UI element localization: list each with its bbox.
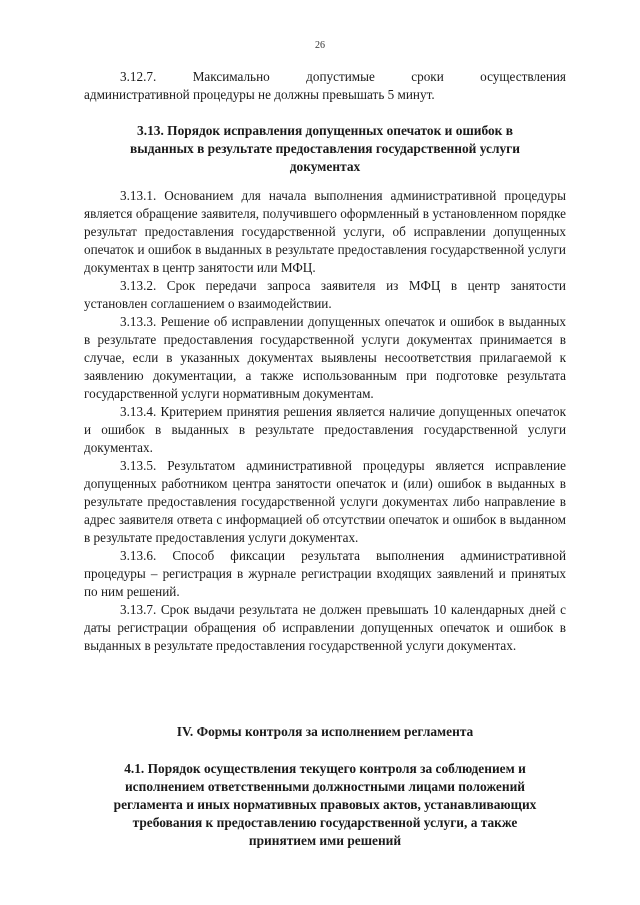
paragraph-3-12-7 [84,68,566,104]
section-heading-4-1-line-1: 4.1. Порядок осуществления текущего контроля за соблюдением и [124,761,526,776]
paragraph-3-12-7-line-1: 3.12.7. Максимально допустимые сроки осуществления [120,69,566,84]
paragraph-3-13-7: 3.13.7. Срок выдачи результата не должен превышать 10 календарных дней с даты регистрации обращения об исправлении допущенных опечаток и ошибок в выданных в результате предоставления государственной услуги документах. [84,602,566,653]
section-heading-4-1-line-5: принятием ими решений [248,833,402,848]
paragraph-3-13-1: 3.13.1. Основанием для начала выполнения административной процедуры является обращение заявителя, получившего оформленный в установленном порядке результат предоставления государственной услуги, об исправлении допущенных опечаток и ошибок в выданных в результате предоставления государственной услуги документах в центр занятости или МФЦ. [84,188,566,275]
section-3-13-body [84,187,566,655]
section-heading-4-1 [84,760,566,850]
paragraph-3-13-2: 3.13.2. Срок передачи запроса заявителя из МФЦ в центр занятости установлен соглашением о взаимодействии. [84,278,566,311]
section-heading-3-13-line-2: выданных в результате предоставления государственной услуги [130,141,520,156]
section-heading-4-1-line-3: регламента и иных нормативных правовых актов, устанавливающих [113,797,537,812]
chapter-heading-iv-text: IV. Формы контроля за исполнением регламента [176,724,474,739]
section-heading-4-1-line-2: исполнением ответственными должностными лицами положений [124,779,526,794]
paragraph-3-12-7-line-2: административной процедуры не должны превышать 5 минут. [84,87,435,102]
section-heading-3-13-line-3: документах [289,159,361,174]
paragraph-3-13-3: 3.13.3. Решение об исправлении допущенных опечаток и ошибок в выданных в результате предоставления государственной услуги документах принимается в случае, если в указанных документах выявлены несоответствия прилагаемой к заявлению документации, а также использованным при подготовке результата государственной услуги нормативным документам. [84,314,566,401]
paragraph-3-13-6: 3.13.6. Способ фиксации результата выполнения административной процедуры – регистрация в журнале регистрации входящих заявлений и принятых по ним решений. [84,548,566,599]
paragraph-3-13-4: 3.13.4. Критерием принятия решения является наличие допущенных опечаток и ошибок в выданных в результате предоставления государственной услуги документах. [84,404,566,455]
page-number: 26 [315,40,325,51]
section-heading-3-13 [84,122,566,176]
section-heading-3-13-line-1: 3.13. Порядок исправления допущенных опечаток и ошибок в [137,123,513,138]
section-heading-4-1-line-4: требования к предоставлению государственной услуги, а также [132,815,518,830]
paragraph-3-13-5: 3.13.5. Результатом административной процедуры является исправление допущенных работником центра занятости опечаток и (или) ошибок в выданных в результате предоставления государственной услуги документах либо направление в адрес заявителя ответа с информацией об отсутствии опечаток и ошибок в выданном в результате предоставления услуги документах. [84,458,566,545]
chapter-heading-iv [84,723,566,741]
